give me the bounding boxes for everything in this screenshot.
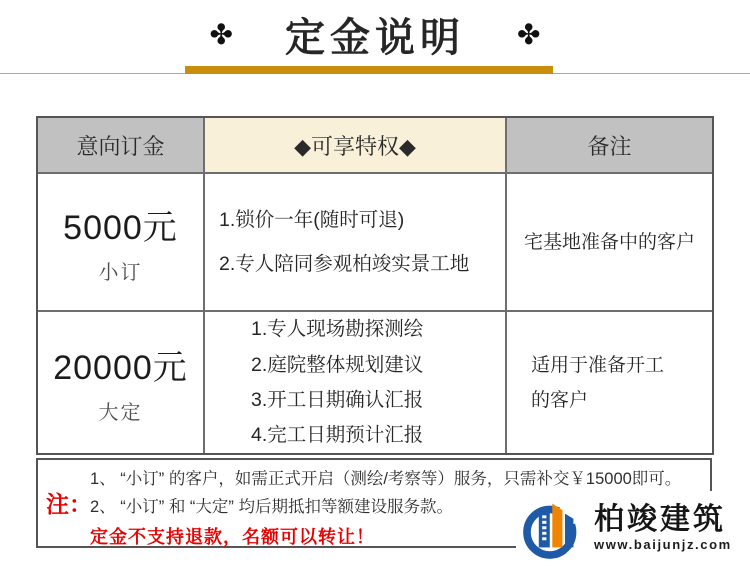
footnote-line: 2、 “小订” 和 “大定” 均后期抵扣等额建设服务款。: [90, 498, 453, 516]
privilege-item: 4.完工日期预计汇报: [251, 424, 424, 447]
logo-buildings-icon: [516, 494, 592, 562]
row2-remark-cell: [507, 312, 712, 453]
deposit-table: [36, 116, 714, 455]
remark-text: 适用于准备开工 的客户: [531, 354, 665, 411]
row1-amount-cell: [38, 174, 205, 312]
page-title: 定金说明: [285, 16, 465, 60]
row1-privileges-cell: [205, 174, 507, 312]
header-privileges: [205, 118, 507, 174]
remark-text: 宅基地准备中的客户: [523, 231, 695, 253]
deposit-label: 大定: [98, 402, 143, 424]
footnote-line: 1、 “小订” 的客户，如需正式开启（测绘/考察等）服务，只需补交￥15000即可。: [90, 470, 682, 488]
company-logo: [516, 491, 750, 564]
footnote-label: 注：: [46, 491, 92, 517]
title-row: [0, 6, 750, 63]
row1-remark-cell: [507, 174, 712, 312]
title-underline-bar: [185, 66, 553, 74]
row2-amount-cell: [38, 312, 205, 453]
deposit-amount: 5000元: [63, 208, 178, 247]
deposit-amount: 20000元: [53, 349, 188, 387]
header-remarks: [507, 118, 712, 174]
header-intent-deposit: [38, 118, 205, 174]
header-label: 意向订金: [76, 133, 165, 159]
privilege-item: 2.专人陪同参观柏竣实景工地: [219, 252, 470, 275]
footnote-warning: 定金不支持退款，名额可以转让！: [90, 527, 375, 547]
header-label: ◆可享特权◆: [294, 133, 416, 159]
privilege-item: 2.庭院整体规划建议: [251, 353, 424, 376]
fleuron-right-icon: ✤: [517, 18, 541, 50]
logo-website: www.baijunjz.com: [594, 537, 732, 552]
privilege-item: 1.锁价一年(随时可退): [219, 209, 405, 232]
fleuron-left-icon: ✤: [209, 18, 233, 50]
logo-text: [594, 503, 732, 552]
logo-name: 柏竣建筑: [594, 503, 726, 536]
deposit-label: 小订: [98, 261, 143, 284]
header-label: 备注: [587, 133, 632, 159]
row2-privileges-cell: [205, 312, 507, 453]
privilege-item: 3.开工日期确认汇报: [251, 389, 424, 411]
privilege-item: 1.专人现场勘探测绘: [251, 318, 424, 341]
